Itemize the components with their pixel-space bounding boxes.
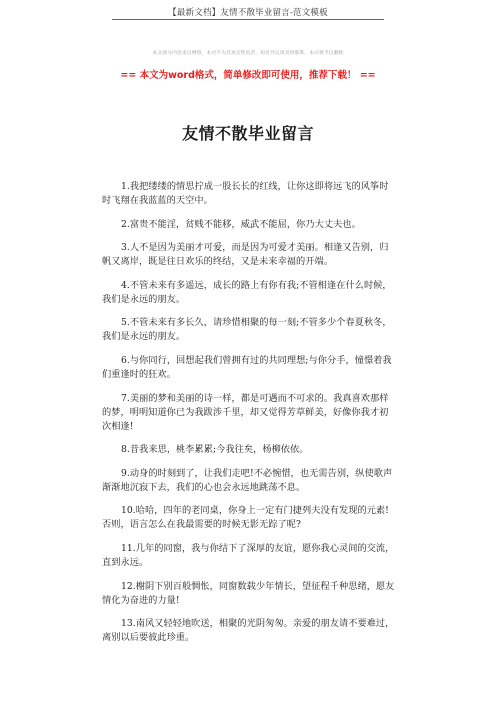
paragraph: 12.榭阴下别百般惆怅，同窗数载少年情长，望征程千种思绪，愿友情化为奋进的力量! (102, 580, 395, 606)
paragraph: 6.与你同行，回想起我们曾拥有过的共同理想;与你分手，憧憬着我们重逢时的狂欢。 (102, 354, 392, 380)
paragraph: 13.南风又轻轻地吹送，相聚的光阴匆匆。亲爱的朋友请不要难过，离别以后要彼此珍重。 (102, 618, 395, 644)
paragraph: 3.人不是因为美丽才可爱，而是因为可爱才美丽。相逢又告别，归帆又离岸，既是往日欢乐的终结，又是未来幸福的开端。 (102, 242, 389, 268)
disclaimer-text: 本文部分内容来自网络，本司不为其真实性负责，如有异议请及时联系，本司将予以删除 (152, 51, 344, 56)
paragraph: 8.昔我来思，桃李累累;今我往矣，杨柳依依。 (121, 444, 309, 456)
paragraph: 1.我把缕缕的情思拧成一股长长的红线，让你这即将远飞的风筝时时飞翔在我蓝蓝的天空中。 (102, 181, 389, 206)
paragraph: 11.几年的同窗，我与你结下了深厚的友谊，愿你我心灵间的交流，直到永远。 (102, 542, 395, 568)
paragraph: 5.不管未来有多长久，请珍惜相聚的每一刻;不管多少个春夏秋冬，我们是永远的朋友。 (102, 317, 392, 343)
paragraph: 4.不管未来有多遥远，成长的路上有你有我;不管相逢在什么时候，我们是永远的朋友。 (102, 279, 392, 305)
header-title: 【最新文档】友情不散毕业留言-范文模板 (168, 8, 328, 18)
document-title: 友情不散毕业留言 (181, 124, 314, 143)
document-body (102, 180, 396, 655)
paragraph: 2.富贵不能淫，贫贱不能移，威武不能屈，你乃大丈夫也。 (121, 218, 361, 230)
paragraph: 10.哈哈，四年的老同桌，你身上一定有门捷列夫没有发现的元素!否则，语言怎么在我最需要的时候无影无踪了呢? (102, 505, 389, 531)
paragraph: 7.美丽的梦和美丽的诗一样，都是可遇而不可求的。我真喜欢那样的梦，明明知道你已为我跋涉千里，却又觉得芳草鲜美，好像你我才初次相逢! (102, 392, 389, 432)
header-rule (112, 19, 384, 20)
promo-banner: == 本文为word格式，简单修改即可使用，推荐下载！ == (120, 70, 376, 81)
paragraph: 9.动身的时刻到了，让我们走吧!不必惋惜，也无需告别，纵使歌声渐渐地沉寂下去，我们的心也会永远地跳荡不息。 (102, 467, 393, 493)
